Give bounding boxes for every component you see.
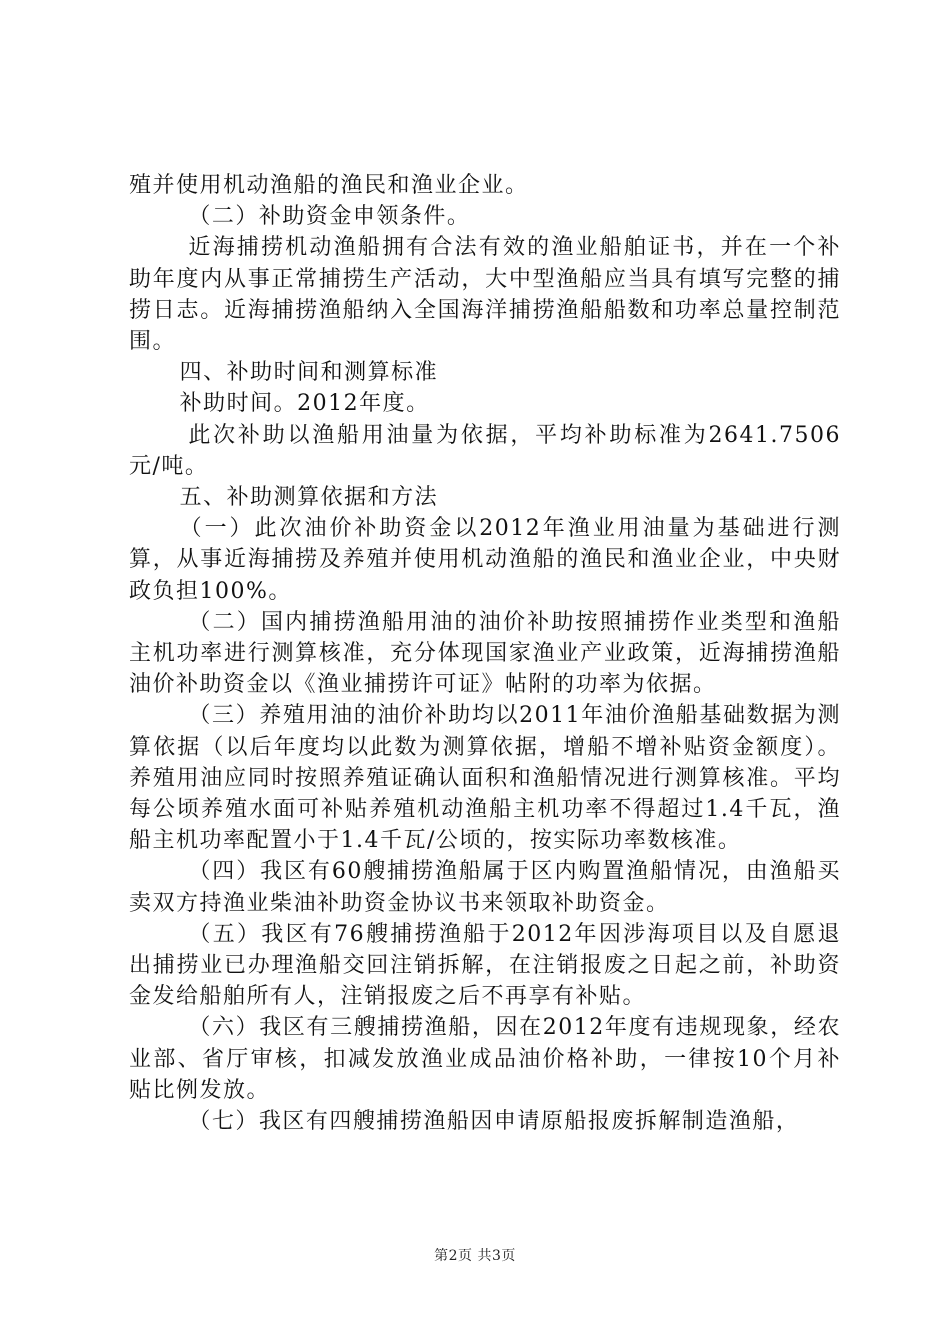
paragraph-eligibility: 近海捕捞机动渔船拥有合法有效的渔业船舶证书，并在一个补助年度内从事正常捕捞生产活动，大中型渔船应当具有填写完整的捕捞日志。近海捕捞渔船纳入全国海洋捕捞渔船船数和功率总量控制范围。 [129,235,841,355]
subheading-application-conditions: （二）补助资金申领条件。 [188,204,471,230]
page-number-label: 第2页 共3页 [434,1248,516,1264]
heading-section-five: 五、补助测算依据和方法 [179,485,439,511]
paragraph-item-five: （五）我区有76艘捕捞渔船于2012年因涉海项目以及自愿退出捕捞业已办理渔船交回注销拆解，在注销报废之日起之前，补助资金发给船舶所有人，注销报废之后不再享有补贴。 [129,921,841,1010]
document-body [129,170,841,1137]
paragraph-item-four: （四）我区有60艘捕捞渔船属于区内购置渔船情况，由渔船买卖双方持渔业柴油补助资金协议书来领取补助资金。 [129,859,841,916]
paragraph-continuation: 殖并使用机动渔船的渔民和渔业企业。 [129,173,529,198]
paragraph-item-six: （六）我区有三艘捕捞渔船，因在2012年度有违规现象，经农业部、省厅审核，扣减发放渔业成品油价格补助，一律按10个月补贴比例发放。 [129,1015,841,1103]
paragraph-subsidy-standard: 此次补助以渔船用油量为依据，平均补助标准为2641.7506元/吨。 [129,422,841,479]
paragraph-subsidy-period: 补助时间。2012年度。 [179,391,430,417]
heading-section-four: 四、补助时间和测算标准 [179,360,439,386]
paragraph-item-one: （一）此次油价补助资金以2012年渔业用油量为基础进行测算，从事近海捕捞及养殖并使用机动渔船的渔民和渔业企业，中央财政负担100%。 [129,516,841,604]
paragraph-item-two: （二）国内捕捞渔船用油的油价补助按照捕捞作业类型和渔船主机功率进行测算核准，充分体现国家渔业产业政策，近海捕捞渔船油价补助资金以《渔业捕捞许可证》帖附的功率为依据。 [129,609,841,698]
page-footer [0,1245,950,1265]
paragraph-item-three: （三）养殖用油的油价补助均以2011年油价渔船基础数据为测算依据（以后年度均以此数为测算依据，增船不增补贴资金额度）。养殖用油应同时按照养殖证确认面积和渔船情况进行测算核准。平均每公顷养殖水面可补贴养殖机动渔船主机功率不得超过1.4千瓦，渔船主机功率配置小于1.4千瓦/公顷的，按实际功率数核准。 [129,703,841,854]
paragraph-item-seven: （七）我区有四艘捕捞渔船因申请原船报废拆解制造渔船， [188,1109,800,1135]
